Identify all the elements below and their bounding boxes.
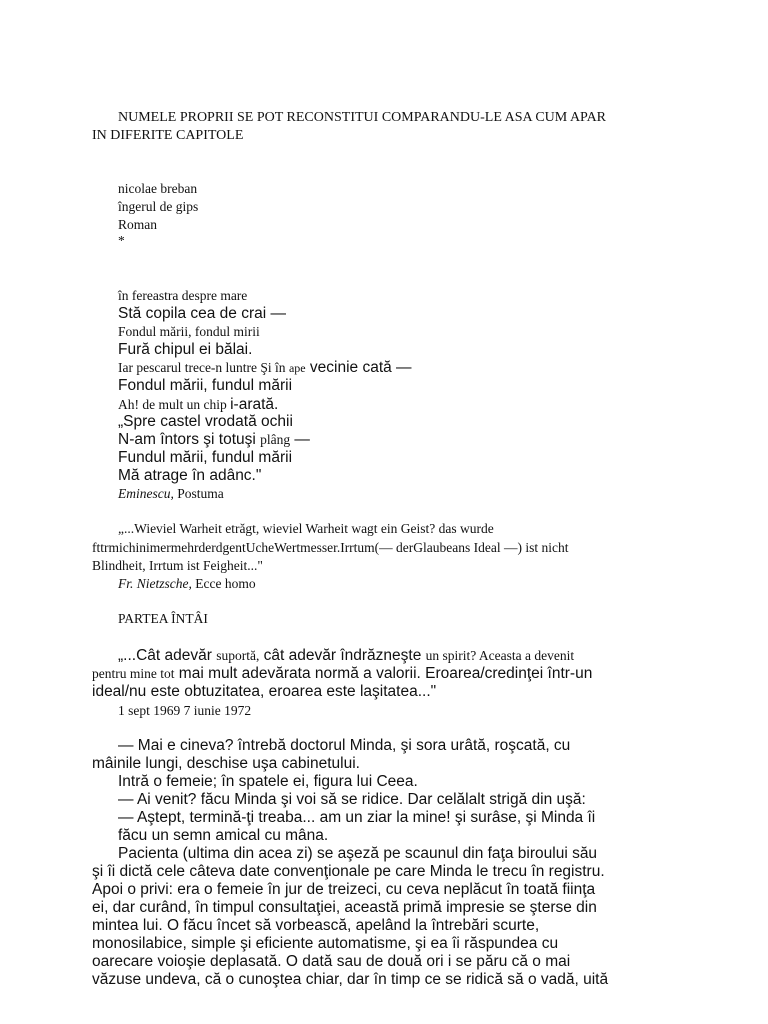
narrative-line-4: — Ai venit? făcu Minda şi voi să se ridice. Dar celălalt strigă din uşă: [118,791,586,808]
poem-line-9-a: N-am întors şi totuşi [118,431,261,448]
narrative-line-2: mâinile lungi, deschise uşa cabinetului. [92,755,360,772]
narrative-line-14: văzuse undeva, că o cunoştea chiar, dar în timp ce se ridică să o vadă, uită [92,971,609,988]
epigraph-line-3: ideal/nu este obtuzitatea, eroarea este laşitatea..." [92,683,437,700]
epigraph-l1d: un spirit? Aceasta a devenit [425,648,575,663]
epigraph-dates: 1 sept 1969 7 iunie 1972 [118,703,252,718]
narrative-line-7: Pacienta (ultima din acea zi) se aşeză pe scaunul din faţa biroului său [118,845,598,862]
epigraph-l1a: „...Cât adevăr [118,647,217,664]
poem-line-3: Fondul mării, fondul mirii [118,324,260,339]
narrative-line-1: — Mai e cineva? întrebă doctorul Minda, şi sora urâtă, roşcată, cu [118,737,571,754]
poem-line-7 [118,397,278,413]
poem-attribution-work: Postuma [173,486,224,501]
narrative-line-9: Apoi o privi: era o femeie în jur de treizeci, cu ceva neplăcut în toată fiinţa [92,881,596,898]
narrative-line-6: făcu un semn amical cu mâna. [118,827,329,844]
epigraph-l2a: pentru mine tot [92,666,175,681]
poem-line-9-b: plâng [260,432,291,447]
narrative-line-11: mintea lui. O făcu încet să vorbească, apelând la întrebări scurte, [92,917,540,934]
book-title: îngerul de gips [118,199,199,214]
epigraph-line-1 [118,648,574,664]
poem-line-9-c: — [290,431,310,448]
poem-line-4: Fură chipul ei bălai. [118,341,253,358]
poem-line-10: Fundul mării, fundul mării [118,449,293,466]
nietzsche-attribution-work: Ecce homo [191,576,256,591]
nietzsche-attribution [118,577,256,591]
poem-line-6: Fondul mării, fundul mării [118,377,293,394]
poem-line-5-c: vecinie cată — [305,359,412,376]
poem-line-2: Stă copila cea de crai — [118,305,287,322]
narrative-line-3: Intră o femeie; în spatele ei, figura lui Ceea. [118,773,418,790]
poem-line-1: în fereastra despre mare [118,288,248,303]
poem-line-7-b: i-arată. [230,396,279,413]
narrative-line-12: monosilabice, simple şi eficiente automatisme, şi ea îi răspundea cu [92,935,559,952]
nietzsche-line-2: fttrmichinimermehrderdgentUcheWertmesser.Irrtum(— derGlaubeans Ideal —) ist nicht [92,540,569,555]
author-name: nicolae breban [118,181,198,196]
epigraph-l1c: cât adevăr îndrăzneşte [259,647,426,664]
poem-line-11: Mă atrage în adânc." [118,467,262,484]
poem-line-9 [118,432,310,448]
nietzsche-line-1: „...Wieviel Warheit etrăgt, wieviel Warheit wagt ein Geist? das wurde [118,521,494,536]
heading-line-2: IN DIFERITE CAPITOLE [92,128,244,143]
epigraph-l2b: mai mult adevărata normă a valorii. Eroarea/credinţei într-un [174,665,593,682]
separator-star: * [118,233,125,248]
poem-line-8: „Spre castel vrodată ochii [118,413,293,430]
poem-line-5 [118,360,412,376]
narrative-line-8: şi îi dictă cele câteva date convenţionale pe care Minda le trecu în registru. [92,863,605,880]
nietzsche-line-3: Blindheit, Irrtum ist Feigheit..." [92,558,263,573]
epigraph-line-2 [92,666,592,682]
nietzsche-attribution-author: Fr. Nietzsche, [118,576,192,591]
poem-line-7-a: Ah! de mult un chip [118,397,231,412]
poem-line-5-a: Iar pescarul trece-n luntre Şi în [118,360,289,375]
poem-line-5-b: ape [288,361,306,375]
poem-attribution-author: Eminescu, [118,486,174,501]
heading-line-1: NUMELE PROPRII SE POT RECONSTITUI COMPARANDU-LE ASA CUM APAR [118,110,607,125]
poem-attribution [118,487,224,501]
narrative-line-5: — Aştept, termină-ţi treaba... am un ziar la mine! şi surâse, şi Minda îi [118,809,596,826]
epigraph-l1b: suportă, [216,648,260,663]
part-title: PARTEA ÎNTÂI [118,611,208,626]
book-genre: Roman [118,217,157,232]
narrative-line-13: oarecare voioşie deplasată. O dată sau de două ori i se păru că o mai [92,953,571,970]
narrative-line-10: ei, dar curând, în timpul consultaţiei, această primă impresie se şterse din [92,899,597,916]
